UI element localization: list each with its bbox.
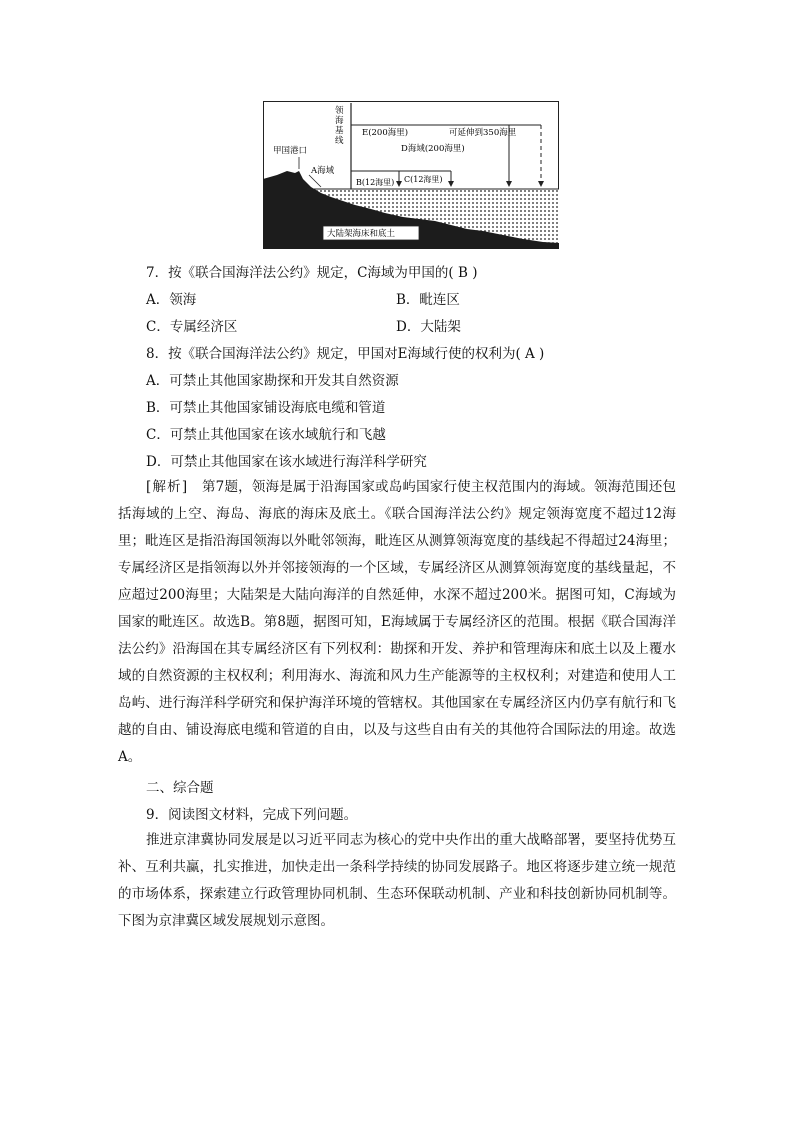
q7-option-d: D．大陆架	[396, 319, 461, 335]
analysis-tag: [解析]	[146, 479, 189, 495]
svg-text:海: 海	[335, 116, 344, 126]
section-heading: 二、综合题	[146, 780, 214, 796]
q9-stem: 9．阅读图文材料，完成下列问题。	[146, 807, 358, 823]
zone-e-label: E(200海里)	[362, 128, 409, 138]
extend-label: 可延伸到350海里	[449, 128, 517, 138]
analysis-text: 第7题，领海是属于沿海国家或岛屿国家行使主权范围内的海域。领海范围还包括海域的上空、海岛、海底的海床及底土。《联合国海洋法公约》规定领海宽度不超过12海里；毗连区是指沿海国领海以外毗邻领海，毗连区从测算领海宽度的基线起不得超过24海里；专属经济区是指领海以外并邻接领海的一个区域，专属经济区从测算领海宽度的基线量起，不应超过200海里；大陆架是大陆向海洋的自然延伸，水深不超过200米。据图可知，C海域为国家的毗连区。故选B。第8题，据图可知，E海域属于专属经济区的范围。根据《联合国海洋法公约》沿海国在其专属经济区有下列权利：勘探和开发、养护和管理海床和底土以及上覆水域的自然资源的主权权利；利用海水、海流和风力生产能源等的主权权利；对建造和使用人工岛屿、进行海洋科学研究和保护海洋环境的管辖权。其他国家在专属经济区内仍享有航行和飞越的自由、铺设海底电缆和管道的自由，以及与这些自由有关的其他符合国际法的用途。故选A。	[118, 479, 676, 765]
svg-text:线: 线	[335, 136, 344, 146]
q8-option-a: A．可禁止其他国家勘探和开发其自然资源	[146, 373, 399, 389]
q7-option-c: C．专属经济区	[146, 319, 238, 335]
q8-stem: 8．按《联合国海洋法公约》规定，甲国对E海域行使的权利为( A )	[146, 346, 545, 362]
q7-option-b: B．毗连区	[396, 292, 460, 308]
zone-a-label: A海域	[311, 166, 335, 176]
q8-option-b: B．可禁止其他国家铺设海底电缆和管道	[146, 400, 386, 416]
analysis-paragraph	[118, 474, 676, 771]
svg-text:基: 基	[335, 126, 344, 136]
zone-c-label: C(12海里)	[404, 175, 443, 184]
q9-material	[118, 827, 676, 935]
zone-b-label: B(12海里)	[356, 178, 395, 187]
baseline-label-1: 领	[335, 106, 344, 116]
q7-option-a: A．领海	[146, 292, 197, 308]
maritime-zones-diagram	[263, 101, 559, 249]
zone-d-label: D海域(200海里)	[401, 144, 465, 154]
q8-option-c: C．可禁止其他国家在该水域航行和飞越	[146, 427, 386, 443]
q8-option-d: D．可禁止其他国家在该水域进行海洋科学研究	[146, 454, 427, 470]
q9-body: 推进京津冀协同发展是以习近平同志为核心的党中央作出的重大战略部署，要坚持优势互补、互利共赢，扎实推进，加快走出一条科学持续的协同发展路子。地区将逐步建立统一规范的市场体系，探索建立行政管理协同机制、生态环保联动机制、产业和科技创新协同机制等。下图为京津冀区域发展规划示意图。	[118, 832, 676, 929]
port-label: 甲国港口	[273, 146, 308, 156]
shelf-label: 大陆架海床和底土	[327, 229, 396, 239]
q7-stem: 7．按《联合国海洋法公约》规定，C海域为甲国的( B )	[146, 265, 478, 281]
